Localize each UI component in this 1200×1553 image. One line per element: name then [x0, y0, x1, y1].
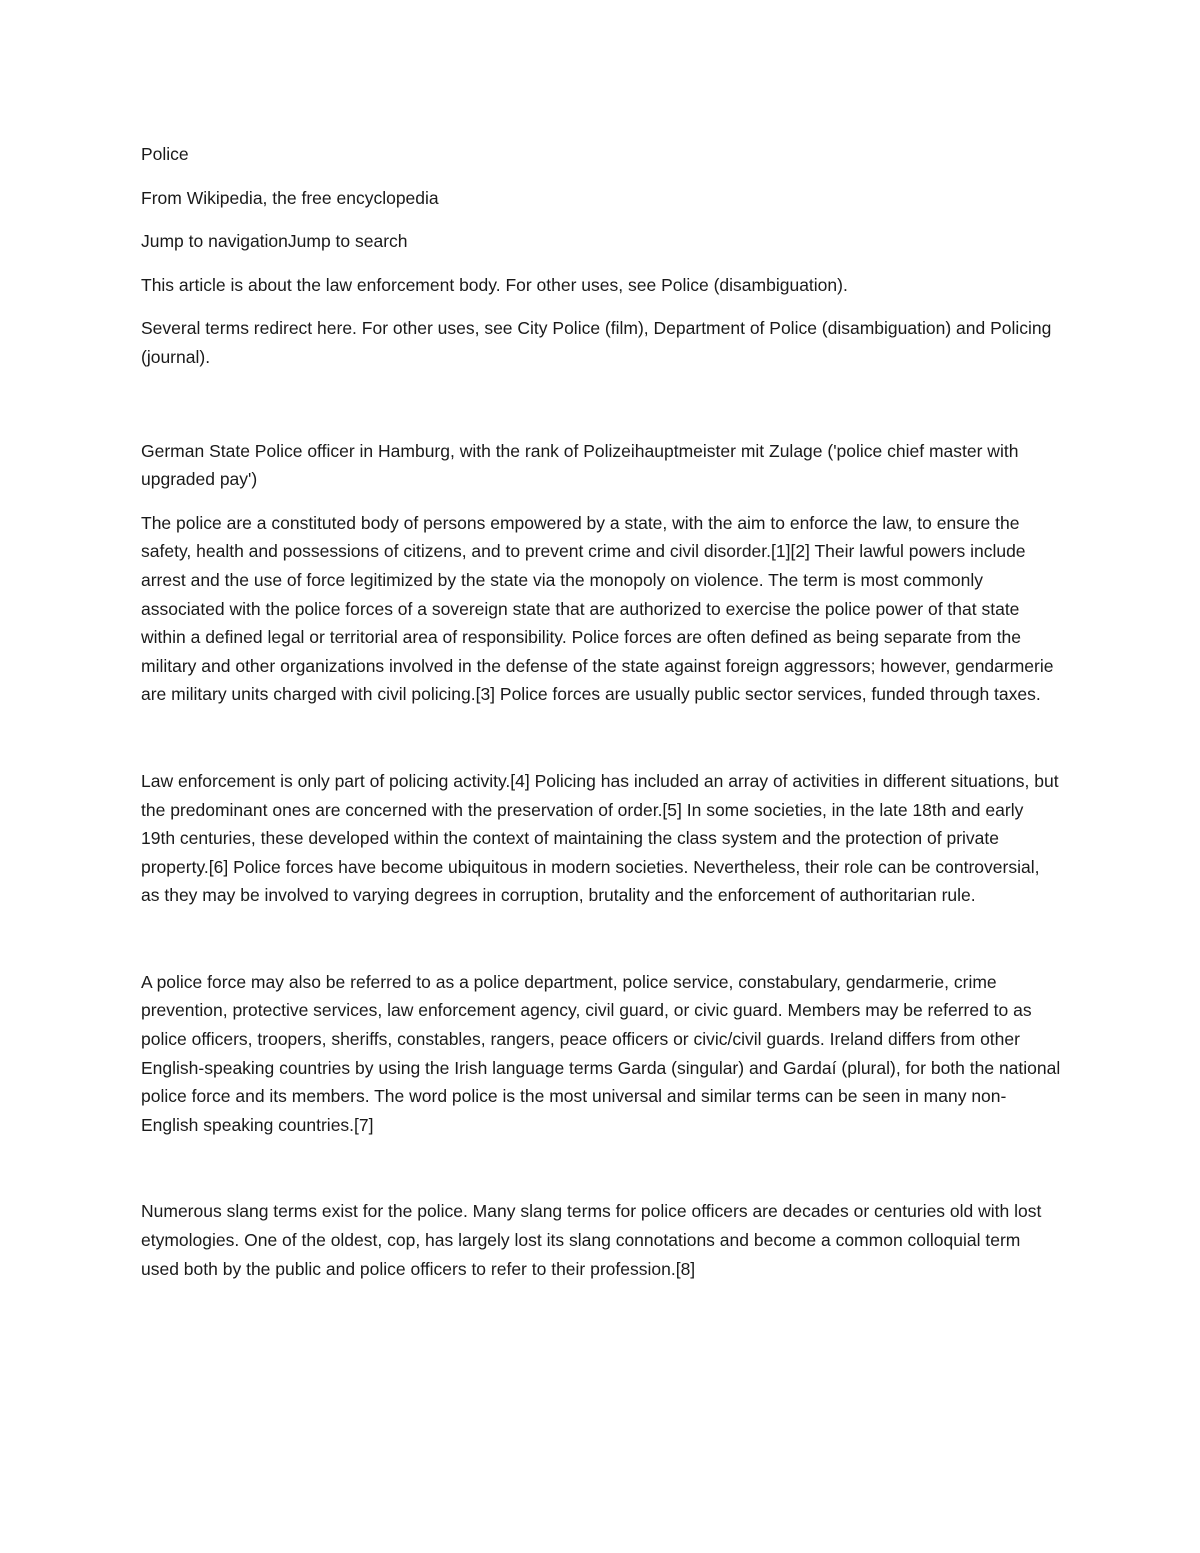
hatnote: Several terms redirect here. For other uses, see City Police (film), Department of Police (disambiguation) and Policing (journal).: [141, 318, 1052, 367]
jump-links: Jump to navigationJump to search: [141, 231, 408, 252]
image-caption: German State Police officer in Hamburg, with the rank of Polizeihauptmeister mit Zulage ('police chief master with upgraded pay'): [141, 440, 1019, 490]
body-paragraph: A police force may also be referred to as a police department, police service, constabulary, gendarmerie, crime prevention, protective services, law enforcement agency, civil guard, or civic guard. Members may be referred to as police officers, troopers, sheriffs, constables, rangers, peace officers or civic/civil guards. Ireland differs from other English-speaking countries by using the Irish language terms Garda (singular) and Gardaí (plural), for both the national police force and its members. The word police is the most universal and similar terms can be seen in many non-English speaking countries.[7]: [141, 971, 1061, 1135]
source-line: From Wikipedia, the free encyclopedia: [141, 187, 439, 208]
body-paragraph: The police are a constituted body of persons empowered by a state, with the aim to enforce the law, to ensure the safety, health and possessions of citizens, and to prevent crime and civil disorder.[1][2] Their lawful powers include arrest and the use of force legitimized by the state via the monopoly on violence. The term is most commonly associated with the police forces of a sovereign state that are authorized to exercise the police power of that state within a defined legal or territorial area of responsibility. Police forces are often defined as being separate from the military and other organizations involved in the defense of the state against foreign aggressors; however, gendarmerie are military units charged with civil policing.[3] Police forces are usually public sector services, funded through taxes.: [141, 512, 1054, 705]
hatnote: This article is about the law enforcement body. For other uses, see Police (disambiguation).: [141, 274, 848, 295]
document-page: [141, 140, 1061, 1283]
body-paragraph: Numerous slang terms exist for the police. Many slang terms for police officers are decades or centuries old with lost etymologies. One of the oldest, cop, has largely lost its slang connotations and become a common colloquial term used both by the public and police officers to refer to their profession.[8]: [141, 1201, 1042, 1279]
page-title: Police: [141, 144, 189, 164]
body-paragraph: Law enforcement is only part of policing activity.[4] Policing has included an array of activities in different situations, but the predominant ones are concerned with the preservation of order.[5] In some societies, in the late 18th and early 19th centuries, these developed within the context of maintaining the class system and the protection of private property.[6] Police forces have become ubiquitous in modern societies. Nevertheless, their role can be controversial, as they may be involved to varying degrees in corruption, brutality and the enforcement of authoritarian rule.: [141, 770, 1059, 906]
